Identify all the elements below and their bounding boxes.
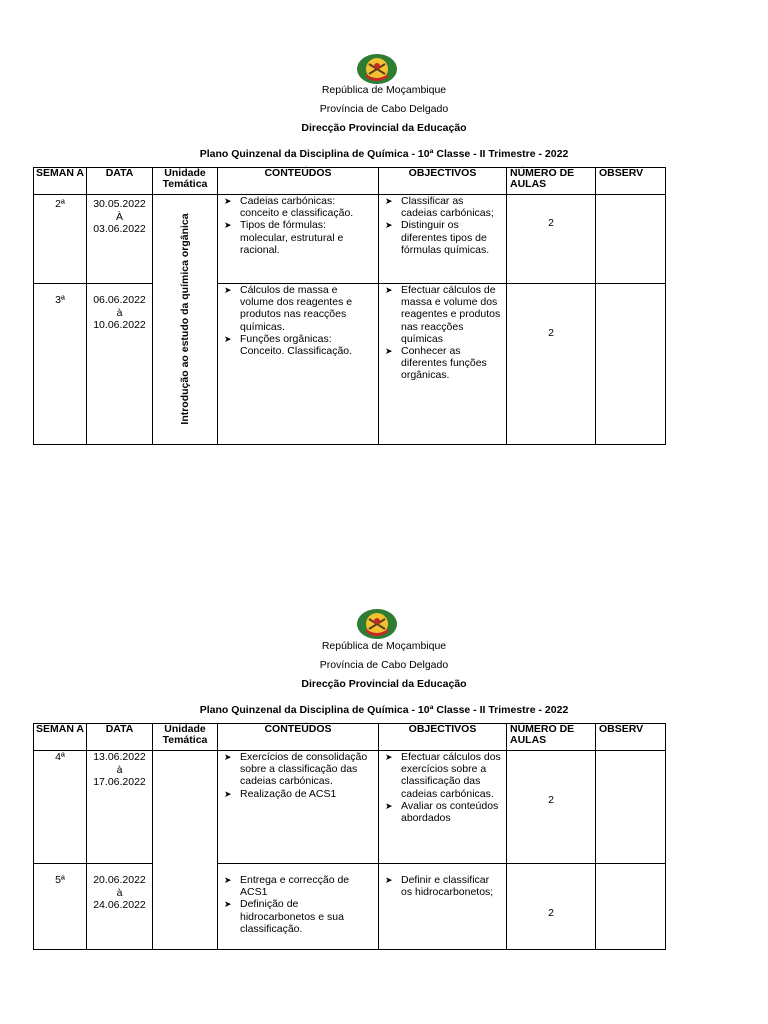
list-item: ➤ Cálculos de massa e volume dos reagentes e produtos nas reacções químicas. bbox=[224, 284, 374, 333]
direction-line: Direcção Provincial da Educação bbox=[301, 678, 467, 690]
page-1 bbox=[0, 0, 768, 480]
lessons-cell: 2 bbox=[507, 195, 596, 284]
objectives-cell bbox=[379, 751, 507, 864]
col-objectives: OBJECTIVOS bbox=[379, 168, 507, 195]
col-unit: Unidade Temática bbox=[153, 168, 218, 195]
list-item: ➤ Cadeias carbónicas: conceito e classificação. bbox=[224, 195, 374, 219]
col-week: SEMAN A bbox=[34, 724, 87, 751]
table-header-row bbox=[34, 724, 666, 751]
observ-cell bbox=[596, 284, 666, 445]
table-row bbox=[34, 195, 666, 284]
col-date: DATA bbox=[87, 168, 153, 195]
table-row bbox=[34, 864, 666, 950]
contents-cell bbox=[218, 751, 379, 864]
list-item: ➤ Efectuar cálculos de massa e volume dos reagentes e produtos nas reacções químicas bbox=[385, 284, 502, 345]
date-cell: 13.06.2022 à 17.06.2022 bbox=[87, 751, 153, 864]
observ-cell bbox=[596, 864, 666, 950]
province-line: Província de Cabo Delgado bbox=[319, 659, 449, 671]
observ-cell bbox=[596, 751, 666, 864]
list-item: ➤ Funções orgânicas: Conceito. Classificação. bbox=[224, 333, 374, 357]
list-item: ➤ Distinguir os diferentes tipos de fórmulas químicas. bbox=[385, 219, 502, 256]
plan-table-2 bbox=[33, 723, 666, 950]
list-item: ➤ Tipos de fórmulas: molecular, estrutural e racional. bbox=[224, 219, 374, 256]
col-week: SEMAN A bbox=[34, 168, 87, 195]
list-item: ➤ Exercícios de consolidação sobre a classificação das cadeias carbónicas. bbox=[224, 751, 374, 788]
unit-label: Introdução ao estudo da química orgânica bbox=[179, 213, 191, 425]
objectives-cell bbox=[379, 284, 507, 445]
lessons-cell: 2 bbox=[507, 284, 596, 445]
col-contents: CONTEÚDOS bbox=[218, 168, 379, 195]
unit-cell bbox=[153, 195, 218, 445]
republic-line: República de Moçambique bbox=[321, 640, 447, 652]
objectives-cell bbox=[379, 195, 507, 284]
col-lessons: NÚMERO DE AULAS bbox=[507, 724, 596, 751]
province-line: Província de Cabo Delgado bbox=[319, 103, 449, 115]
republic-line: República de Moçambique bbox=[321, 84, 447, 96]
col-objectives: OBJECTIVOS bbox=[379, 724, 507, 751]
col-date: DATA bbox=[87, 724, 153, 751]
mozambique-emblem-icon bbox=[355, 607, 399, 641]
lessons-cell: 2 bbox=[507, 864, 596, 950]
list-item: ➤ Avaliar os conteúdos abordados bbox=[385, 800, 502, 824]
table-header-row bbox=[34, 168, 666, 195]
week-cell: 5ª bbox=[34, 864, 87, 950]
table-row bbox=[34, 751, 666, 864]
date-cell: 30.05.2022 À 03.06.2022 bbox=[87, 195, 153, 284]
week-cell: 3ª bbox=[34, 284, 87, 445]
direction-line: Direcção Provincial da Educação bbox=[301, 122, 467, 134]
plan-title: Plano Quinzenal da Disciplina de Química - 10ª Classe - II Trimestre - 2022 bbox=[199, 148, 569, 160]
contents-cell bbox=[218, 864, 379, 950]
col-observ: OBSERV bbox=[596, 724, 666, 751]
list-item: ➤ Efectuar cálculos dos exercícios sobre a classificação das cadeias carbónicas. bbox=[385, 751, 502, 800]
list-item: ➤ Definir e classificar os hidrocarbonetos; bbox=[385, 874, 502, 898]
col-unit: Unidade Temática bbox=[153, 724, 218, 751]
date-cell: 20.06.2022 à 24.06.2022 bbox=[87, 864, 153, 950]
col-contents: CONTEÚDOS bbox=[218, 724, 379, 751]
col-lessons: NÚMERO DE AULAS bbox=[507, 168, 596, 195]
mozambique-emblem-icon bbox=[355, 52, 399, 86]
plan-table-1 bbox=[33, 167, 666, 445]
table-row bbox=[34, 284, 666, 445]
week-cell: 4ª bbox=[34, 751, 87, 864]
list-item: ➤ Entrega e correcção de ACS1 bbox=[224, 874, 374, 898]
observ-cell bbox=[596, 195, 666, 284]
contents-cell bbox=[218, 284, 379, 445]
col-observ: OBSERV bbox=[596, 168, 666, 195]
lessons-cell: 2 bbox=[507, 751, 596, 864]
list-item: ➤ Realização de ACS1 bbox=[224, 788, 374, 800]
week-cell: 2ª bbox=[34, 195, 87, 284]
list-item: ➤ Classificar as cadeias carbónicas; bbox=[385, 195, 502, 219]
unit-cell bbox=[153, 751, 218, 950]
plan-title: Plano Quinzenal da Disciplina de Química - 10ª Classe - II Trimestre - 2022 bbox=[199, 704, 569, 716]
contents-cell bbox=[218, 195, 379, 284]
list-item: ➤ Conhecer as diferentes funções orgânicas. bbox=[385, 345, 502, 382]
date-cell: 06.06.2022 à 10.06.2022 bbox=[87, 284, 153, 445]
list-item: ➤ Definição de hidrocarbonetos e sua classificação. bbox=[224, 898, 374, 935]
objectives-cell bbox=[379, 864, 507, 950]
